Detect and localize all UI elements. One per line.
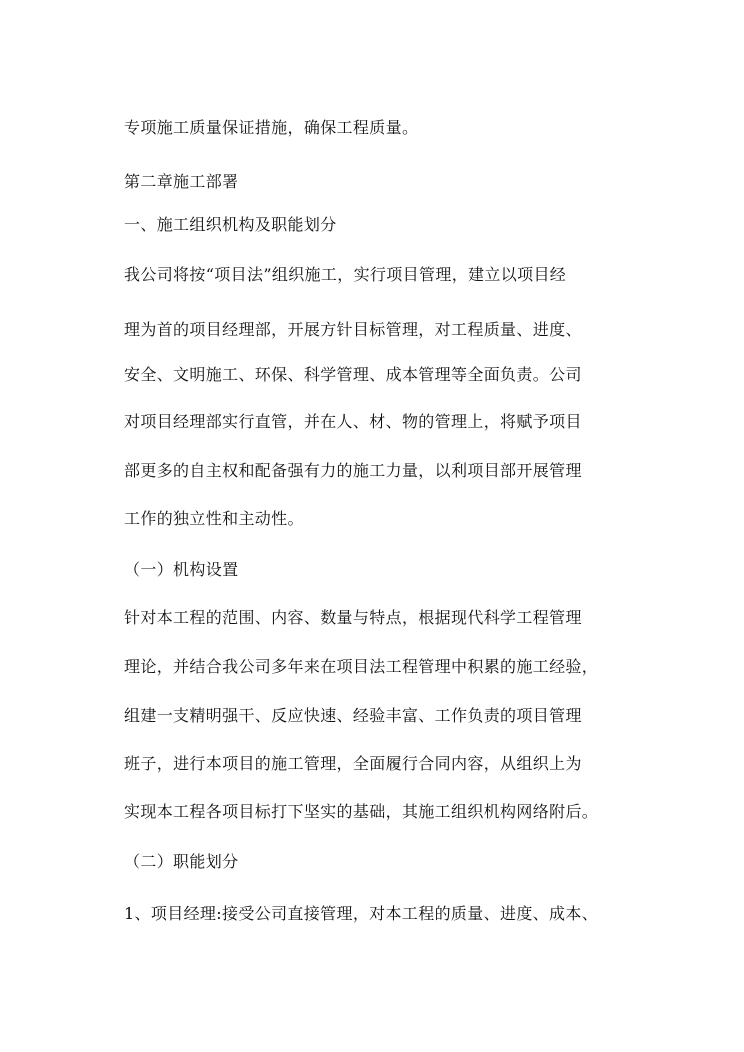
text-line: 理为首的项目经理部，开展方针目标管理，对工程质量、进度、 (124, 320, 582, 339)
text-line: 针对本工程的范围、内容、数量与特点，根据现代科学工程管理 (124, 608, 582, 627)
text-line: 1、项目经理:接受公司直接管理，对本工程的质量、进度、成本、 (124, 904, 599, 923)
subsection-heading: （二）职能划分 (124, 852, 239, 871)
text-line: 理论，并结合我公司多年来在项目法工程管理中积累的施工经验， (124, 657, 599, 676)
text-line: 对项目经理部实行直管，并在人、材、物的管理上，将赋予项目 (124, 412, 582, 431)
section-heading: 一、施工组织机构及职能划分 (124, 215, 337, 234)
text-line: 实现本工程各项目标打下坚实的基础，其施工组织机构网络附后。 (124, 802, 599, 821)
text-line: 班子，进行本项目的施工管理，全面履行合同内容，从组织上为 (124, 754, 582, 773)
text-line: 我公司将按“项目法”组织施工，实行项目管理，建立以项目经 (124, 265, 567, 284)
text-line: 部更多的自主权和配备强有力的施工力量，以利项目部开展管理 (124, 461, 582, 480)
subsection-heading: （一）机构设置 (124, 560, 239, 579)
chapter-heading: 第二章施工部署 (124, 172, 239, 191)
text-line: 安全、文明施工、环保、科学管理、成本管理等全面负责。公司 (124, 365, 582, 384)
text-line: 组建一支精明强干、反应快速、经验丰富、工作负责的项目管理 (124, 706, 582, 725)
text-line: 工作的独立性和主动性。 (124, 509, 304, 528)
text-line: 专项施工质量保证措施，确保工程质量。 (124, 118, 419, 137)
